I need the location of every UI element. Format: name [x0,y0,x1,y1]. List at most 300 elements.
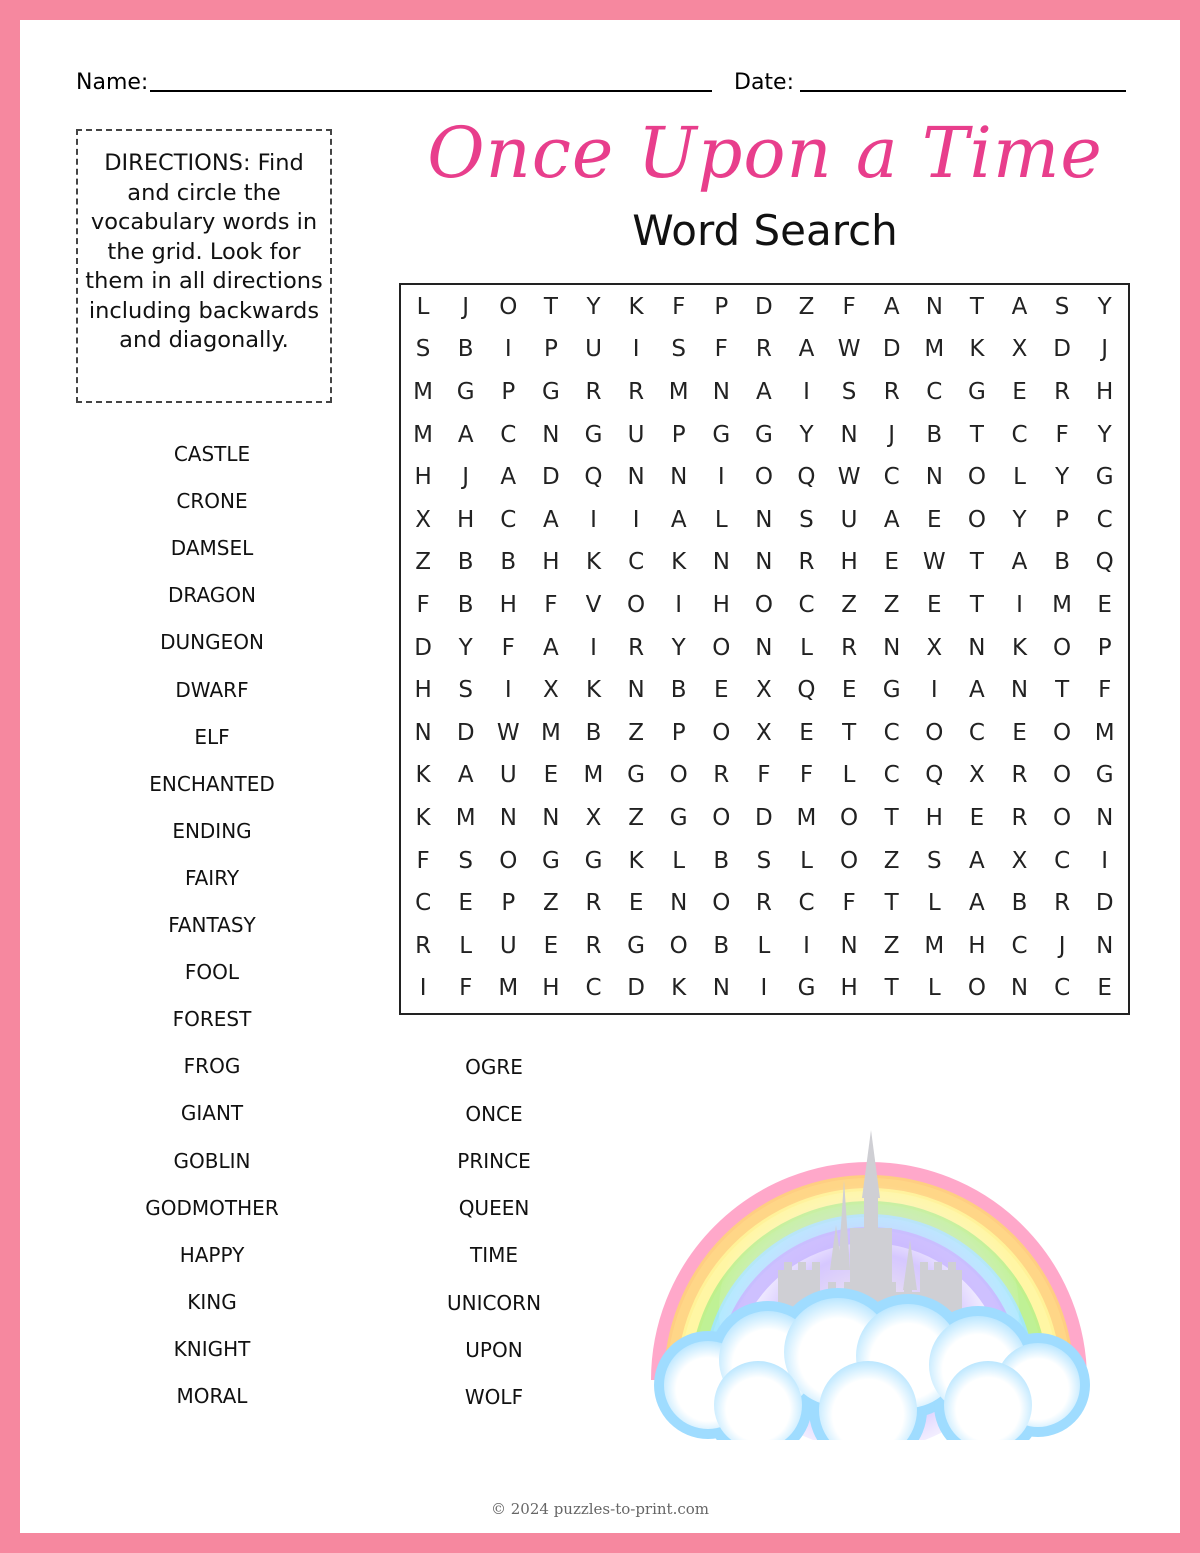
grid-cell[interactable]: V [585,592,602,618]
date-line[interactable] [800,90,1126,92]
grid-cell[interactable]: E [799,719,814,746]
grid-cell[interactable]: P [1055,506,1070,533]
grid-cell[interactable]: E [841,677,857,704]
grid-cell[interactable]: L [459,932,473,959]
grid-cell[interactable]: A [798,336,815,363]
grid-cell[interactable]: O [967,975,986,1002]
grid-cell[interactable]: L [927,975,941,1002]
grid-cell[interactable]: C [415,890,432,917]
word-list-item: DUNGEON [160,630,264,655]
grid-cell[interactable]: A [969,847,985,874]
grid-cell[interactable]: N [840,421,858,448]
grid-cell[interactable]: O [840,805,859,831]
grid-cell[interactable]: A [883,506,900,533]
grid-cell[interactable]: G [797,975,816,1002]
grid-cell[interactable]: O [499,293,518,320]
grid-cell[interactable]: R [1011,805,1028,831]
grid-cell[interactable]: O [967,464,986,491]
grid-cell[interactable]: J [1101,336,1109,363]
grid-cell[interactable]: S [926,847,942,874]
grid-cell[interactable]: S [799,506,814,533]
grid-cell[interactable]: C [968,719,985,746]
grid-cell[interactable]: C [926,379,943,405]
grid-cell[interactable]: Z [883,932,900,959]
grid-cell[interactable]: C [628,549,645,576]
grid-cell[interactable]: E [458,890,473,917]
grid-cell[interactable]: K [1011,634,1028,661]
grid-cell[interactable]: Q [925,762,944,789]
grid-cell[interactable]: Q [797,677,816,704]
word-list-item: CRONE [176,489,248,514]
grid-cell[interactable]: R [628,379,645,405]
grid-cell[interactable]: O [925,719,944,746]
grid-cell[interactable]: S [458,677,473,704]
grid-cell[interactable]: Y [586,293,601,320]
grid-cell[interactable]: D [627,975,645,1002]
grid-cell[interactable]: N [755,634,773,661]
grid-cell[interactable]: C [585,975,602,1002]
grid-cell[interactable]: C [1096,506,1113,533]
grid-cell[interactable]: K [585,677,602,704]
grid-cell[interactable]: N [627,464,645,491]
grid-cell[interactable]: O [1053,719,1072,746]
grid-cell[interactable]: F [672,293,686,320]
grid-cell[interactable]: N [414,719,432,746]
grid-cell[interactable]: W [837,464,861,491]
grid-cell[interactable]: N [627,677,645,704]
grid-cell[interactable]: M [455,805,476,831]
grid-cell[interactable]: N [755,549,773,576]
grid-cell[interactable]: I [590,634,597,661]
grid-cell[interactable]: B [457,592,474,618]
grid-cell[interactable]: R [755,336,772,363]
grid-cell[interactable]: T [884,975,899,1002]
grid-cell[interactable]: L [757,932,771,959]
grid-cell[interactable]: U [585,336,602,363]
grid-cell[interactable]: X [415,506,431,533]
grid-cell[interactable]: H [925,805,943,831]
grid-cell[interactable]: E [1097,975,1112,1002]
grid-cell[interactable]: E [1097,592,1112,618]
grid-cell[interactable]: B [926,421,943,448]
grid-cell[interactable]: P [671,421,686,448]
grid-cell[interactable]: G [541,379,560,405]
grid-cell[interactable]: G [669,805,688,831]
grid-cell[interactable]: S [415,336,431,363]
grid-cell[interactable]: F [501,634,515,661]
grid-cell[interactable]: D [1053,336,1071,363]
grid-cell[interactable]: N [712,379,730,405]
grid-cell[interactable]: A [500,464,517,491]
grid-cell[interactable]: N [840,932,858,959]
grid-cell[interactable]: K [969,336,985,363]
word-list-item: KNIGHT [173,1336,251,1361]
grid-cell[interactable]: G [967,379,986,405]
grid-cell[interactable]: U [627,421,645,448]
grid-cell[interactable]: G [712,421,731,448]
grid-cell[interactable]: G [754,421,773,448]
grid-cell[interactable]: S [1054,293,1070,320]
grid-cell[interactable]: C [798,890,815,917]
grid-cell[interactable]: I [803,379,810,405]
grid-cell[interactable]: R [628,634,645,661]
grid-cell[interactable]: K [415,762,431,789]
grid-cell[interactable]: N [542,421,560,448]
grid-cell[interactable]: O [1053,762,1072,789]
grid-cell[interactable]: N [883,634,901,661]
grid-cell[interactable]: Z [883,847,900,874]
grid-cell[interactable]: I [1016,592,1023,618]
grid-cell[interactable]: O [712,805,731,831]
grid-cell[interactable]: A [756,379,772,405]
grid-cell[interactable]: C [1011,421,1028,448]
grid-cell[interactable]: L [927,890,941,917]
grid-cell[interactable]: R [585,932,602,959]
grid-cell[interactable]: C [1011,932,1028,959]
grid-cell[interactable]: I [1101,847,1109,874]
grid-cell[interactable]: H [712,592,730,618]
grid-cell[interactable]: Z [543,890,559,917]
grid-cell[interactable]: K [585,549,602,576]
grid-cell[interactable]: M [924,336,945,363]
grid-cell[interactable]: B [713,847,730,874]
grid-cell[interactable]: F [459,975,473,1002]
grid-cell[interactable]: D [456,719,475,746]
grid-cell[interactable]: C [500,421,517,448]
grid-cell[interactable]: F [757,762,771,789]
grid-cell[interactable]: O [840,847,859,874]
grid-cell[interactable]: T [969,592,984,618]
grid-cell[interactable]: E [714,677,729,704]
grid-cell[interactable]: B [713,932,730,959]
grid-cell[interactable]: Z [415,549,431,576]
grid-cell[interactable]: R [585,379,602,405]
grid-cell[interactable]: B [670,677,687,704]
grid-cell[interactable]: X [1011,336,1028,363]
grid-cell[interactable]: Z [628,719,644,746]
grid-cell[interactable]: M [1052,592,1073,618]
grid-cell[interactable]: O [967,506,986,533]
grid-cell[interactable]: C [1054,975,1071,1002]
grid-cell[interactable]: R [1011,762,1028,789]
grid-cell[interactable]: M [413,421,434,448]
grid-cell[interactable]: Z [798,293,815,320]
grid-cell[interactable]: E [543,932,559,959]
letter-grid[interactable] [399,283,1130,1015]
grid-cell[interactable]: E [927,506,942,533]
grid-cell[interactable]: H [840,549,858,576]
copyright-footer: © 2024 puzzles-to-print.com [490,1500,710,1518]
grid-cell[interactable]: M [796,805,817,831]
grid-cell[interactable]: Q [584,464,603,491]
grid-cell[interactable]: G [1095,762,1114,789]
grid-cell[interactable]: L [800,634,813,661]
grid-cell[interactable]: Z [841,592,857,618]
grid-cell[interactable]: E [927,592,942,618]
grid-cell[interactable]: N [1010,677,1029,704]
grid-cell[interactable]: A [1011,549,1028,576]
grid-cell[interactable]: F [1098,677,1112,704]
grid-cell[interactable]: S [458,847,473,874]
grid-cell[interactable]: O [499,847,518,874]
grid-cell[interactable]: L [800,847,813,874]
grid-cell[interactable]: Y [458,634,473,661]
grid-cell[interactable]: M [924,932,945,959]
grid-cell[interactable]: N [1010,975,1029,1002]
grid-cell[interactable]: P [714,293,729,320]
grid-cell[interactable]: E [884,549,899,576]
grid-cell[interactable]: O [1053,805,1072,831]
grid-cell[interactable]: E [969,805,985,831]
grid-cell[interactable]: K [671,975,687,1002]
grid-cell[interactable]: I [632,506,640,533]
grid-cell[interactable]: T [884,805,899,831]
grid-cell[interactable]: D [414,634,432,661]
grid-cell[interactable]: A [670,506,687,533]
grid-cell[interactable]: A [457,421,474,448]
grid-cell[interactable]: K [628,293,644,320]
grid-cell[interactable]: Y [1055,464,1070,491]
grid-cell[interactable]: B [457,336,474,363]
grid-cell[interactable]: A [543,506,559,533]
grid-cell[interactable]: U [499,762,517,789]
grid-cell[interactable]: X [1011,847,1028,874]
grid-cell[interactable]: O [627,592,646,618]
grid-cell[interactable]: O [712,890,731,917]
grid-cell[interactable]: H [1096,379,1114,405]
grid-cell[interactable]: I [760,975,768,1002]
grid-cell[interactable]: F [842,293,856,320]
grid-cell[interactable]: R [585,890,602,917]
grid-cell[interactable]: B [1054,549,1070,576]
grid-cell[interactable]: B [457,549,474,576]
grid-cell[interactable]: E [1012,379,1027,405]
grid-cell[interactable]: L [714,506,728,533]
grid-cell[interactable]: F [799,762,814,789]
grid-cell[interactable]: G [627,932,645,959]
grid-cell[interactable]: A [457,762,474,789]
grid-cell[interactable]: W [496,719,520,746]
grid-cell[interactable]: P [501,890,516,917]
grid-cell[interactable]: Q [797,464,816,491]
grid-cell[interactable]: X [926,634,943,661]
grid-cell[interactable]: O [712,719,731,746]
grid-cell[interactable]: I [504,336,512,363]
word-list-item: ONCE [465,1102,523,1127]
grid-cell[interactable]: J [462,464,470,491]
grid-cell[interactable]: N [670,890,688,917]
grid-cell[interactable]: R [1054,379,1071,405]
grid-cell[interactable]: H [968,932,986,959]
grid-cell[interactable]: H [840,975,858,1002]
grid-cell[interactable]: T [969,421,984,448]
grid-cell[interactable]: I [504,677,512,704]
grid-cell[interactable]: H [542,975,560,1002]
grid-cell[interactable]: J [462,293,470,320]
grid-cell[interactable]: U [840,506,858,533]
grid-cell[interactable]: C [883,464,900,491]
grid-cell[interactable]: T [969,293,984,320]
grid-cell[interactable]: A [883,293,900,320]
grid-cell[interactable]: C [883,719,900,746]
grid-cell[interactable]: O [1053,634,1072,661]
grid-cell[interactable]: D [882,336,901,363]
grid-cell[interactable]: W [922,549,946,576]
grid-cell[interactable]: A [543,634,559,661]
grid-cell[interactable]: M [540,719,561,746]
grid-cell[interactable]: M [1094,719,1115,746]
grid-cell[interactable]: B [500,549,517,576]
grid-cell[interactable]: L [416,293,430,320]
grid-cell[interactable]: A [969,677,985,704]
grid-cell[interactable]: I [632,336,640,363]
grid-cell[interactable]: I [675,592,683,618]
grid-cell[interactable]: A [1011,293,1028,320]
grid-cell[interactable]: T [1055,677,1070,704]
grid-cell[interactable]: R [841,634,858,661]
grid-cell[interactable]: M [668,379,689,405]
grid-cell[interactable]: N [1096,805,1114,831]
grid-cell[interactable]: Q [1095,549,1114,576]
grid-cell[interactable]: R [755,890,772,917]
grid-cell[interactable]: O [754,592,773,618]
grid-cell[interactable]: S [841,379,857,405]
page-subtitle: Word Search [632,206,898,255]
grid-cell[interactable]: T [842,719,857,746]
grid-cell[interactable]: D [1095,890,1114,917]
grid-cell[interactable]: Z [883,592,900,618]
grid-cell[interactable]: G [456,379,475,405]
grid-cell[interactable]: F [842,890,856,917]
grid-cell[interactable]: H [542,549,560,576]
grid-cell[interactable]: J [1058,932,1066,959]
grid-cell[interactable]: E [543,762,559,789]
grid-cell[interactable]: Y [799,421,814,448]
grid-cell[interactable]: N [542,805,560,831]
grid-cell[interactable]: N [1096,932,1114,959]
grid-cell[interactable]: E [628,890,644,917]
grid-cell[interactable]: M [498,975,519,1002]
grid-cell[interactable]: I [717,464,725,491]
grid-cell[interactable]: D [542,464,560,491]
name-line[interactable] [150,90,712,92]
grid-cell[interactable]: B [585,719,602,746]
grid-cell[interactable]: G [882,677,901,704]
grid-cell[interactable]: G [627,762,645,789]
grid-cell[interactable]: C [883,762,900,789]
grid-cell[interactable]: N [925,293,943,320]
grid-cell[interactable]: O [712,634,731,661]
grid-cell[interactable]: C [1054,847,1071,874]
grid-cell[interactable]: B [1011,890,1028,917]
grid-cell[interactable]: K [628,847,644,874]
grid-cell[interactable]: R [713,762,730,789]
grid-cell[interactable]: P [543,336,558,363]
grid-cell[interactable]: M [413,379,434,405]
grid-cell[interactable]: D [755,293,773,320]
grid-cell[interactable]: H [414,677,432,704]
grid-cell[interactable]: A [969,890,985,917]
grid-cell[interactable]: P [1097,634,1112,661]
grid-cell[interactable]: Y [1097,421,1112,448]
grid-cell[interactable]: T [969,549,984,576]
grid-cell[interactable]: L [672,847,686,874]
grid-cell[interactable]: N [499,805,517,831]
grid-cell[interactable]: W [837,336,861,363]
grid-cell[interactable]: D [755,805,773,831]
grid-cell[interactable]: K [671,549,687,576]
grid-cell[interactable]: Z [628,805,644,831]
grid-cell[interactable]: Y [671,634,686,661]
grid-cell[interactable]: X [969,762,985,789]
grid-cell[interactable]: O [754,464,773,491]
grid-cell[interactable]: N [712,975,730,1002]
grid-cell[interactable]: N [670,464,688,491]
grid-cell[interactable]: X [585,805,602,831]
grid-cell[interactable]: Y [1012,506,1027,533]
grid-cell[interactable]: E [1012,719,1027,746]
grid-cell[interactable]: S [756,847,772,874]
grid-cell[interactable]: F [714,336,728,363]
grid-cell[interactable]: J [888,421,896,448]
grid-cell[interactable]: F [416,847,430,874]
grid-cell[interactable]: P [501,379,516,405]
grid-cell[interactable]: N [968,634,986,661]
word-list-item: DAMSEL [170,536,254,561]
grid-cell[interactable]: P [671,719,686,746]
grid-cell[interactable]: I [590,506,597,533]
grid-cell[interactable]: L [1013,464,1026,491]
grid-cell[interactable]: Y [1097,293,1112,320]
grid-cell[interactable]: G [1095,464,1114,491]
grid-cell[interactable]: H [457,506,475,533]
grid-cell[interactable]: X [543,677,559,704]
grid-cell[interactable]: C [500,506,517,533]
grid-cell[interactable]: R [798,549,815,576]
grid-cell[interactable]: N [712,549,730,576]
grid-cell[interactable]: F [416,592,430,618]
grid-cell[interactable]: C [798,592,815,618]
grid-cell[interactable]: I [930,677,938,704]
grid-cell[interactable]: G [584,421,603,448]
grid-cell[interactable]: R [883,379,900,405]
grid-cell[interactable]: O [669,932,688,959]
grid-cell[interactable]: T [884,890,899,917]
grid-cell[interactable]: R [415,932,432,959]
grid-cell[interactable]: T [543,293,558,320]
grid-cell[interactable]: H [499,592,517,618]
grid-cell[interactable]: M [583,762,604,789]
grid-cell[interactable]: I [419,975,427,1002]
grid-cell[interactable]: G [584,847,603,874]
grid-cell[interactable]: N [925,464,943,491]
grid-cell[interactable]: K [415,805,431,831]
grid-cell[interactable]: G [541,847,560,874]
grid-cell[interactable]: F [544,592,558,618]
name-label: Name: [76,70,149,95]
grid-cell[interactable]: R [1054,890,1071,917]
grid-cell[interactable]: S [671,336,686,363]
grid-cell[interactable]: U [499,932,517,959]
grid-cell[interactable]: L [842,762,856,789]
grid-cell[interactable]: F [1055,421,1069,448]
grid-cell[interactable]: O [669,762,688,789]
grid-cell[interactable]: X [756,719,772,746]
grid-cell[interactable]: H [414,464,432,491]
grid-cell[interactable]: X [756,677,772,704]
grid-cell[interactable]: I [803,932,810,959]
grid-cell[interactable]: N [755,506,773,533]
